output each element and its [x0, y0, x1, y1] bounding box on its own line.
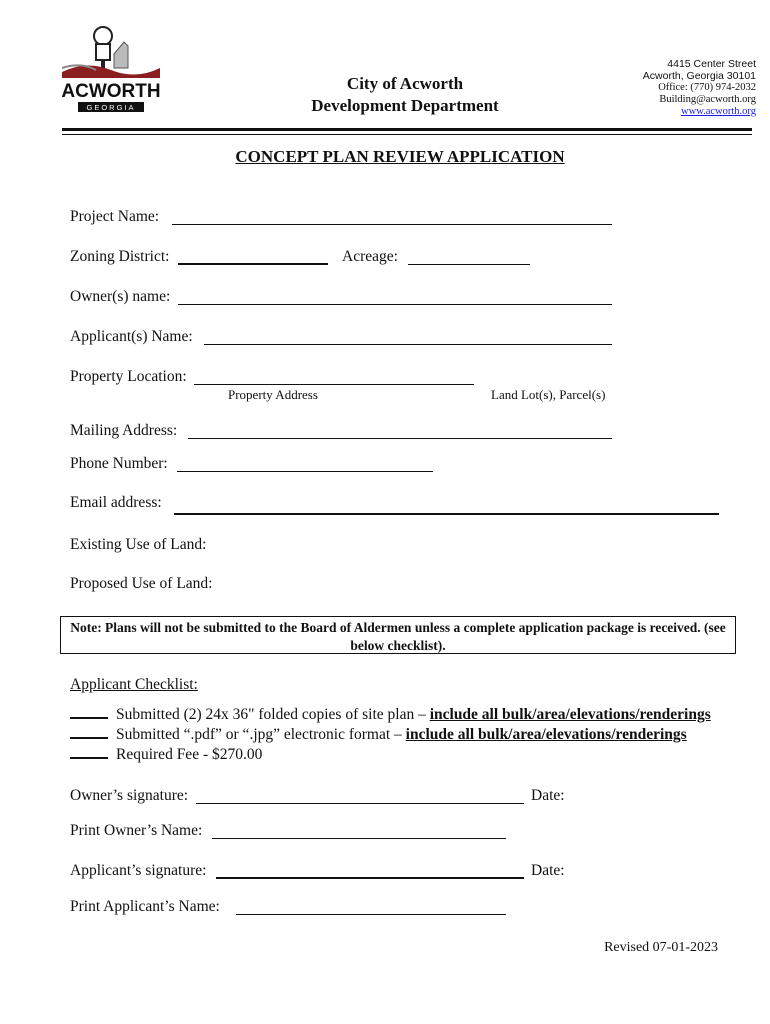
checklist-item-text: Submitted (2) 24x 36" folded copies of site plan – [116, 706, 430, 723]
checklist-item-text: Required Fee - $270.00 [116, 746, 263, 763]
applicant-date-label: Date: [531, 862, 565, 879]
acreage-field[interactable] [408, 264, 530, 265]
checklist-blank[interactable] [70, 745, 108, 759]
proposed-use-label: Proposed Use of Land: [70, 575, 213, 592]
land-lot-caption: Land Lot(s), Parcel(s) [491, 387, 606, 402]
checklist-item-emphasis: include all bulk/area/elevations/renderings [405, 726, 687, 743]
applicant-signature-label: Applicant’s signature: [70, 862, 207, 879]
email-address-label: Email address: [70, 494, 162, 511]
owner-signature-field[interactable] [196, 803, 524, 804]
checklist-item-text: Submitted “.pdf” or “.jpg” electronic format – [116, 726, 406, 743]
phone-number-field[interactable] [177, 471, 433, 472]
owner-signature-label: Owner’s signature: [70, 787, 189, 804]
revision-date: Revised 07-01-2023 [604, 940, 718, 955]
acworth-logo [56, 22, 166, 114]
header-rule [62, 128, 752, 131]
checklist-item [70, 725, 687, 744]
form-title: CONCEPT PLAN REVIEW APPLICATION [235, 147, 565, 166]
submission-note: Note: Plans will not be submitted to the Board of Aldermen unless a complete application package is received. (see below checklist). [60, 616, 736, 654]
print-applicant-label: Print Applicant’s Name: [70, 898, 220, 915]
owner-date-label: Date: [531, 787, 565, 804]
mailing-address-field[interactable] [188, 438, 612, 439]
zoning-district-label: Zoning District: [70, 248, 170, 265]
logo-subtext: GEORGIA [86, 103, 136, 112]
city-name: City of Acworth [346, 74, 464, 93]
address-street: 4415 Center Street [667, 58, 756, 70]
applicant-signature-field[interactable] [216, 877, 524, 879]
owners-name-field[interactable] [178, 304, 612, 305]
office-email: Building@acworth.org [659, 94, 756, 105]
property-location-field[interactable] [194, 384, 474, 385]
print-owner-field[interactable] [212, 838, 506, 839]
print-applicant-field[interactable] [236, 914, 506, 915]
checklist-blank[interactable] [70, 705, 108, 719]
checklist-blank[interactable] [70, 725, 108, 739]
project-name-label: Project Name: [70, 208, 160, 225]
header-rule-thin [62, 134, 752, 135]
checklist-title: Applicant Checklist: [70, 676, 198, 693]
address-city: Acworth, Georgia 30101 [642, 70, 756, 82]
website-link[interactable]: www.acworth.org [681, 106, 756, 117]
mailing-address-label: Mailing Address: [70, 422, 178, 439]
property-location-label: Property Location: [70, 368, 187, 385]
department-name: Development Department [311, 96, 499, 115]
zoning-district-field[interactable] [178, 263, 328, 265]
project-name-field[interactable] [172, 224, 612, 225]
acreage-label: Acreage: [342, 248, 398, 265]
logo-wordmark: ACWORTH [61, 81, 161, 102]
existing-use-label: Existing Use of Land: [70, 536, 207, 553]
property-address-caption: Property Address [228, 387, 318, 402]
checklist-item [70, 705, 711, 724]
applicants-name-field[interactable] [204, 344, 612, 345]
checklist-item [70, 745, 262, 764]
checklist-item-emphasis: include all bulk/area/elevations/renderings [429, 706, 711, 723]
owners-name-label: Owner(s) name: [70, 288, 171, 305]
phone-number-label: Phone Number: [70, 455, 168, 472]
print-owner-label: Print Owner’s Name: [70, 822, 203, 839]
email-address-field[interactable] [174, 513, 719, 515]
applicants-name-label: Applicant(s) Name: [70, 328, 193, 345]
office-phone: Office: (770) 974-2032 [658, 82, 756, 93]
